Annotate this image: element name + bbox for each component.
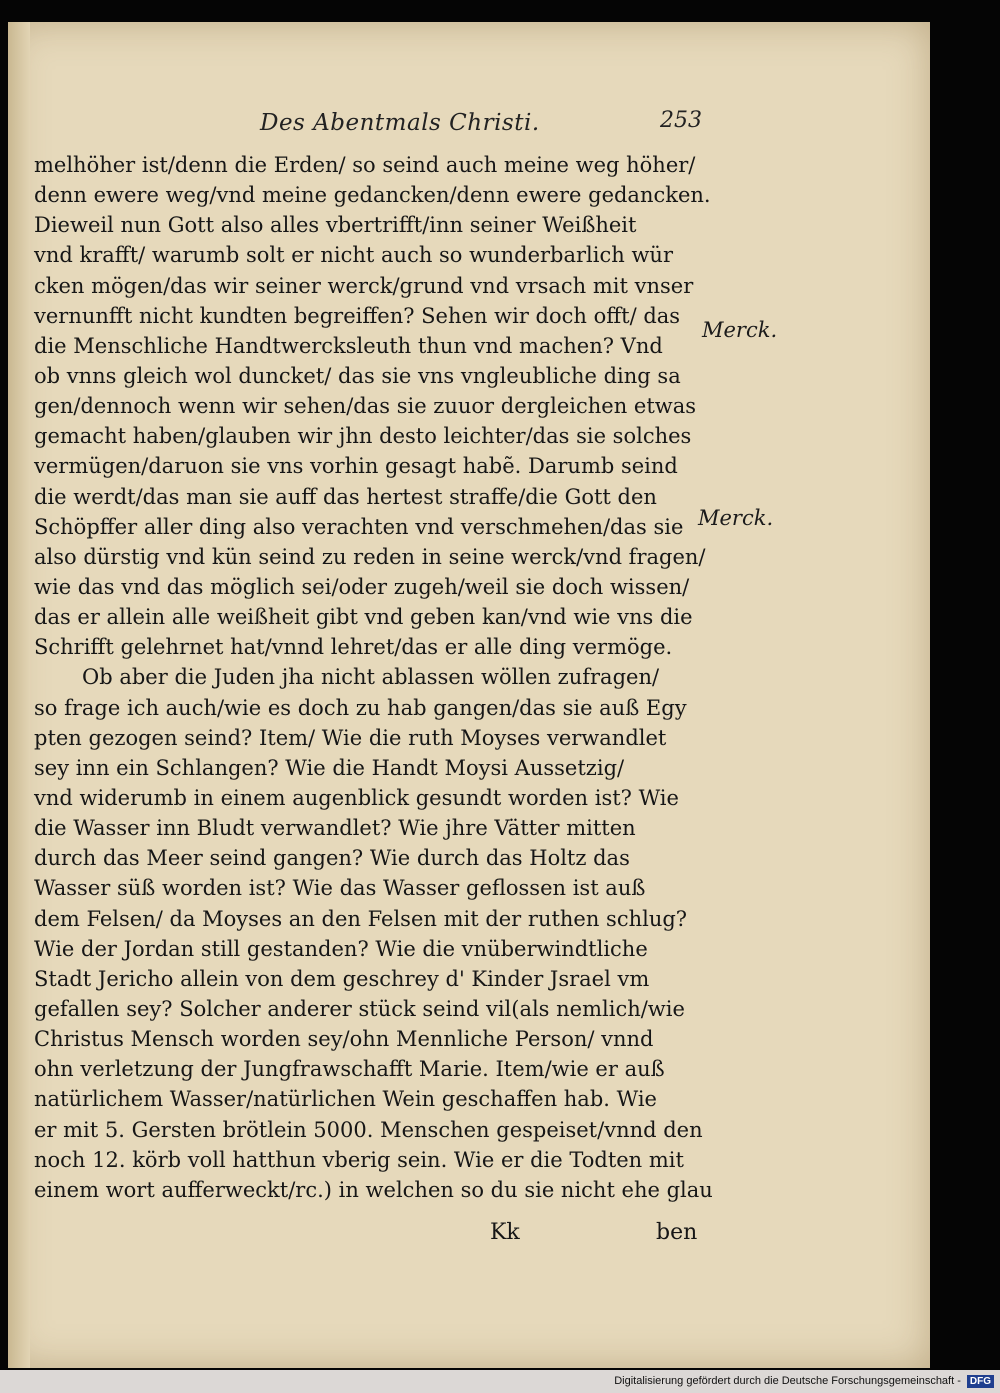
text-line: so frage ich auch/wie es doch zu hab gangen/das sie auß Egy bbox=[34, 695, 687, 720]
catchword: ben bbox=[656, 1220, 698, 1245]
text-line: die werdt/das man sie auff das hertest straffe/die Gott den bbox=[34, 484, 657, 509]
text-line: Dieweil nun Gott also alles vbertrifft/inn seiner Weißheit bbox=[34, 213, 637, 238]
text-line: gen/dennoch wenn wir sehen/das sie zuuor dergleichen etwas bbox=[34, 394, 697, 419]
text-line: Schrifft gelehrnet hat/vnnd lehret/das er alle ding vermöge. bbox=[34, 635, 673, 660]
text-line: vnd widerumb in einem augenblick gesundt worden ist? Wie bbox=[34, 785, 679, 810]
text-line: dem Felsen/ da Moyses an den Felsen mit der ruthen schlug? bbox=[34, 906, 688, 931]
text-line: natürlichem Wasser/natürlichen Wein geschaffen hab. Wie bbox=[34, 1087, 657, 1112]
footer-text: Digitalisierung gefördert durch die Deutsche Forschungsgemeinschaft - bbox=[614, 1375, 961, 1387]
text-line: sey inn ein Schlangen? Wie die Handt Moysi Aussetzig/ bbox=[34, 755, 625, 780]
text-line: er mit 5. Gersten brötlein 5000. Menschen gespeiset/vnnd den bbox=[34, 1117, 703, 1142]
page-gutter bbox=[8, 22, 30, 1368]
text-line: die Menschliche Handtwercksleuth thun vnd machen? Vnd bbox=[34, 333, 663, 358]
text-line: Wie der Jordan still gestanden? Wie die vnüberwindtliche bbox=[34, 936, 648, 961]
text-line: wie das vnd das möglich sei/oder zugeh/weil sie doch wissen/ bbox=[34, 574, 690, 599]
text-line: pten gezogen seind? Item/ Wie die ruth Moyses verwandlet bbox=[34, 725, 667, 750]
text-line: vnd krafft/ warumb solt er nicht auch so wunderbarlich wür bbox=[34, 243, 673, 268]
body-text bbox=[34, 150, 714, 1205]
text-line: Christus Mensch worden sey/ohn Mennliche Person/ vnnd bbox=[34, 1027, 654, 1052]
text-line: ob vnns gleich wol duncket/ das sie vns vngleubliche ding sa bbox=[34, 363, 681, 388]
text-line: vernunfft nicht kundten begreiffen? Sehen wir doch offt/ das bbox=[34, 303, 681, 328]
dfg-logo-icon: DFG bbox=[967, 1375, 994, 1388]
text-line: denn ewere weg/vnd meine gedancken/denn ewere gedancken. bbox=[34, 183, 711, 208]
page-number: 253 bbox=[660, 108, 702, 133]
text-line: also dürstig vnd kün seind zu reden in seine werck/vnd fragen/ bbox=[34, 544, 706, 569]
text-line: das er allein alle weißheit gibt vnd geben kan/vnd wie vns die bbox=[34, 605, 693, 630]
footer-credit bbox=[614, 1373, 994, 1389]
margin-note-1: Merck. bbox=[702, 318, 778, 342]
text-line: ohn verletzung der Jungfrawschafft Marie. Item/wie er auß bbox=[34, 1057, 665, 1082]
text-line: die Wasser inn Bludt verwandlet? Wie jhre Vätter mitten bbox=[34, 816, 636, 841]
text-line: Stadt Jericho allein von dem geschrey d' Kinder Jsrael vm bbox=[34, 966, 650, 991]
text-line: Wasser süß worden ist? Wie das Wasser geflossen ist auß bbox=[34, 876, 646, 901]
text-line: cken mögen/das wir seiner werck/grund vnd vrsach mit vnser bbox=[34, 273, 694, 298]
text-line: melhöher ist/denn die Erden/ so seind auch meine weg höher/ bbox=[34, 153, 696, 177]
text-line: gefallen sey? Solcher anderer stück seind vil(als nemlich/wie bbox=[34, 996, 685, 1021]
text-line: durch das Meer seind gangen? Wie durch das Holtz das bbox=[34, 846, 630, 871]
book-page bbox=[8, 22, 930, 1368]
text-line: noch 12. körb voll hatthun vberig sein. Wie er die Todten mit bbox=[34, 1147, 684, 1172]
margin-note-2: Merck. bbox=[698, 506, 774, 530]
signature-mark: Kk bbox=[490, 1220, 520, 1245]
running-head: Des Abentmals Christi. bbox=[260, 110, 540, 136]
text-line: Ob aber die Juden jha nicht ablassen wöllen zufragen/ bbox=[82, 665, 660, 690]
text-line: einem wort aufferweckt/rc.) in welchen so du sie nicht ehe glau bbox=[34, 1177, 713, 1202]
text-line: gemacht haben/glauben wir jhn desto leichter/das sie solches bbox=[34, 424, 692, 449]
text-line: vermügen/daruon sie vns vorhin gesagt habẽ. Darumb seind bbox=[34, 454, 678, 479]
text-line: Schöpffer aller ding also verachten vnd verschmehen/das sie bbox=[34, 514, 684, 539]
